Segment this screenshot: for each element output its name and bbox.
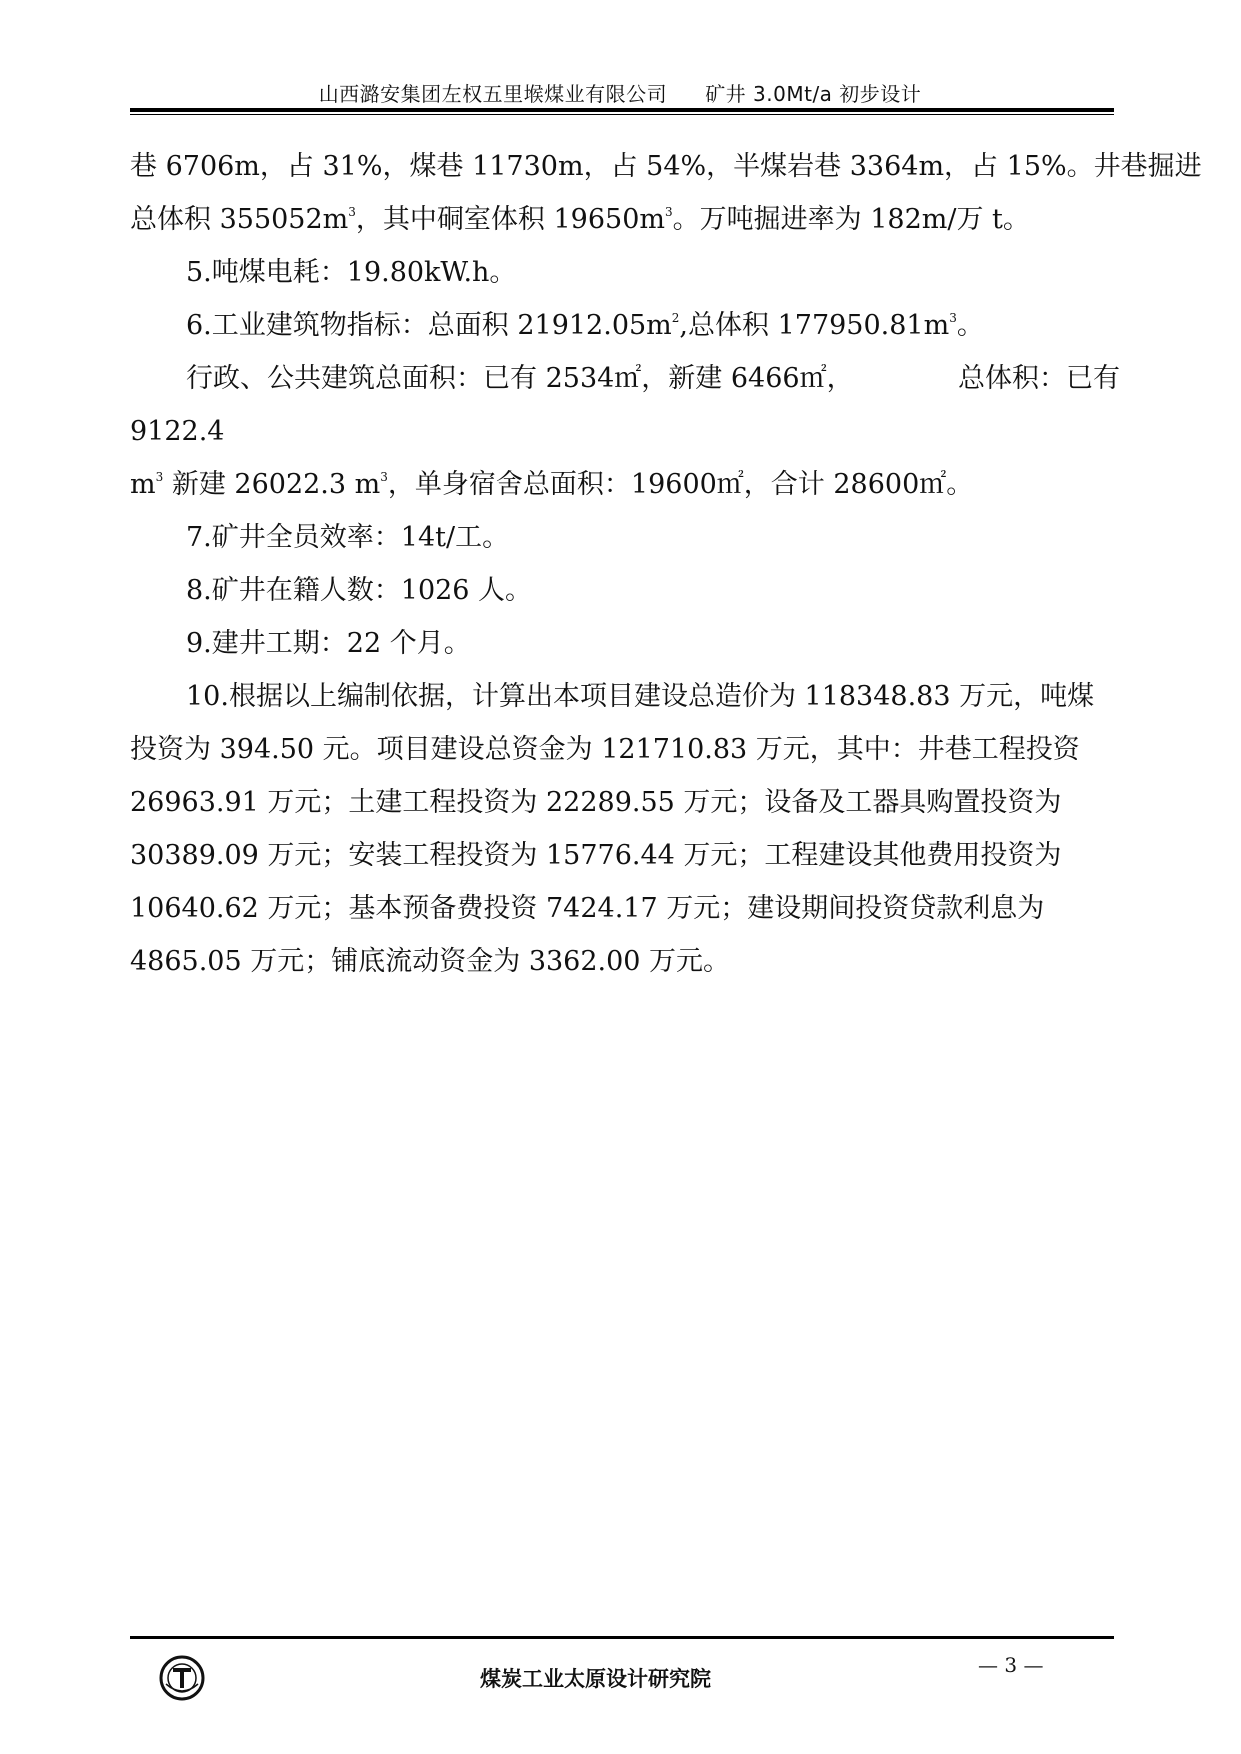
text-run: ,总体积 177950.81m	[679, 310, 950, 341]
header-rule-thin	[130, 114, 1114, 115]
body-line: 10640.62 万元；基本预备费投资 7424.17 万元；建设期间投资贷款利息为	[130, 893, 1045, 924]
body-line	[130, 352, 1120, 405]
text-run: ，其中硐室体积 19650m	[355, 204, 665, 235]
institute-seal-icon	[158, 1654, 206, 1702]
body-line: 9.建井工期：22 个月。	[186, 628, 471, 659]
body-line: 投资为 394.50 元。项目建设总资金为 121710.83 万元，其中：井巷工程投资	[130, 734, 1080, 765]
header-rule-thick	[130, 108, 1114, 112]
body-line: 5.吨煤电耗：19.80kW.h。	[186, 257, 517, 288]
text-run: 。万吨掘进率为 182m/万 t。	[672, 204, 1030, 235]
text-run: 总体积 355052m	[130, 204, 349, 235]
superscript: 3	[664, 205, 673, 219]
body-line: 30389.09 万元；安装工程投资为 15776.44 万元；工程建设其他费用投资为	[130, 840, 1062, 871]
body-line: 8.矿井在籍人数：1026 人。	[186, 575, 533, 606]
text-run: 新建 26022.3 m	[163, 469, 381, 500]
body-line	[130, 458, 1120, 511]
superscript: 3	[155, 470, 164, 484]
text-run: 行政、公共建筑总面积：已有 2534㎡，新建 6466㎡，	[186, 363, 854, 394]
header-company: 山西潞安集团左权五里堠煤业有限公司	[318, 82, 668, 106]
superscript: 3	[348, 205, 356, 219]
superscript: 2	[671, 311, 680, 325]
body-line: 巷 6706m，占 31%，煤巷 11730m，占 54%，半煤岩巷 3364m，占 15%。井巷掘进	[130, 151, 1202, 182]
body-line: 7.矿井全员效率：14t/工。	[186, 522, 510, 553]
superscript: 3	[380, 470, 388, 484]
body-line	[130, 299, 1120, 352]
body-line	[130, 193, 1120, 246]
footer-institute: 煤炭工业太原设计研究院	[480, 1667, 711, 1691]
text-run: 6.工业建筑物指标：总面积 21912.05m	[186, 310, 672, 341]
text-run: 。	[956, 310, 984, 341]
text-run: 总体积：已有	[958, 363, 1120, 394]
header-doc-title: 矿井 3.0Mt/a 初步设计	[705, 82, 922, 106]
body-line: 9122.4	[130, 416, 225, 447]
body-line: 26963.91 万元；土建工程投资为 22289.55 万元；设备及工器具购置投资为	[130, 787, 1062, 818]
footer-rule	[130, 1636, 1114, 1639]
document-body	[130, 140, 1202, 988]
text-run: m	[130, 469, 156, 500]
text-run: ，单身宿舍总面积：19600㎡，合计 28600㎡。	[387, 469, 974, 500]
page-header	[130, 78, 1110, 107]
body-line: 10.根据以上编制依据，计算出本项目建设总造价为 118348.83 万元，吨煤	[186, 681, 1095, 712]
page-number: — 3 —	[978, 1653, 1044, 1677]
body-line: 4865.05 万元；铺底流动资金为 3362.00 万元。	[130, 946, 731, 977]
superscript: 3	[949, 311, 957, 325]
